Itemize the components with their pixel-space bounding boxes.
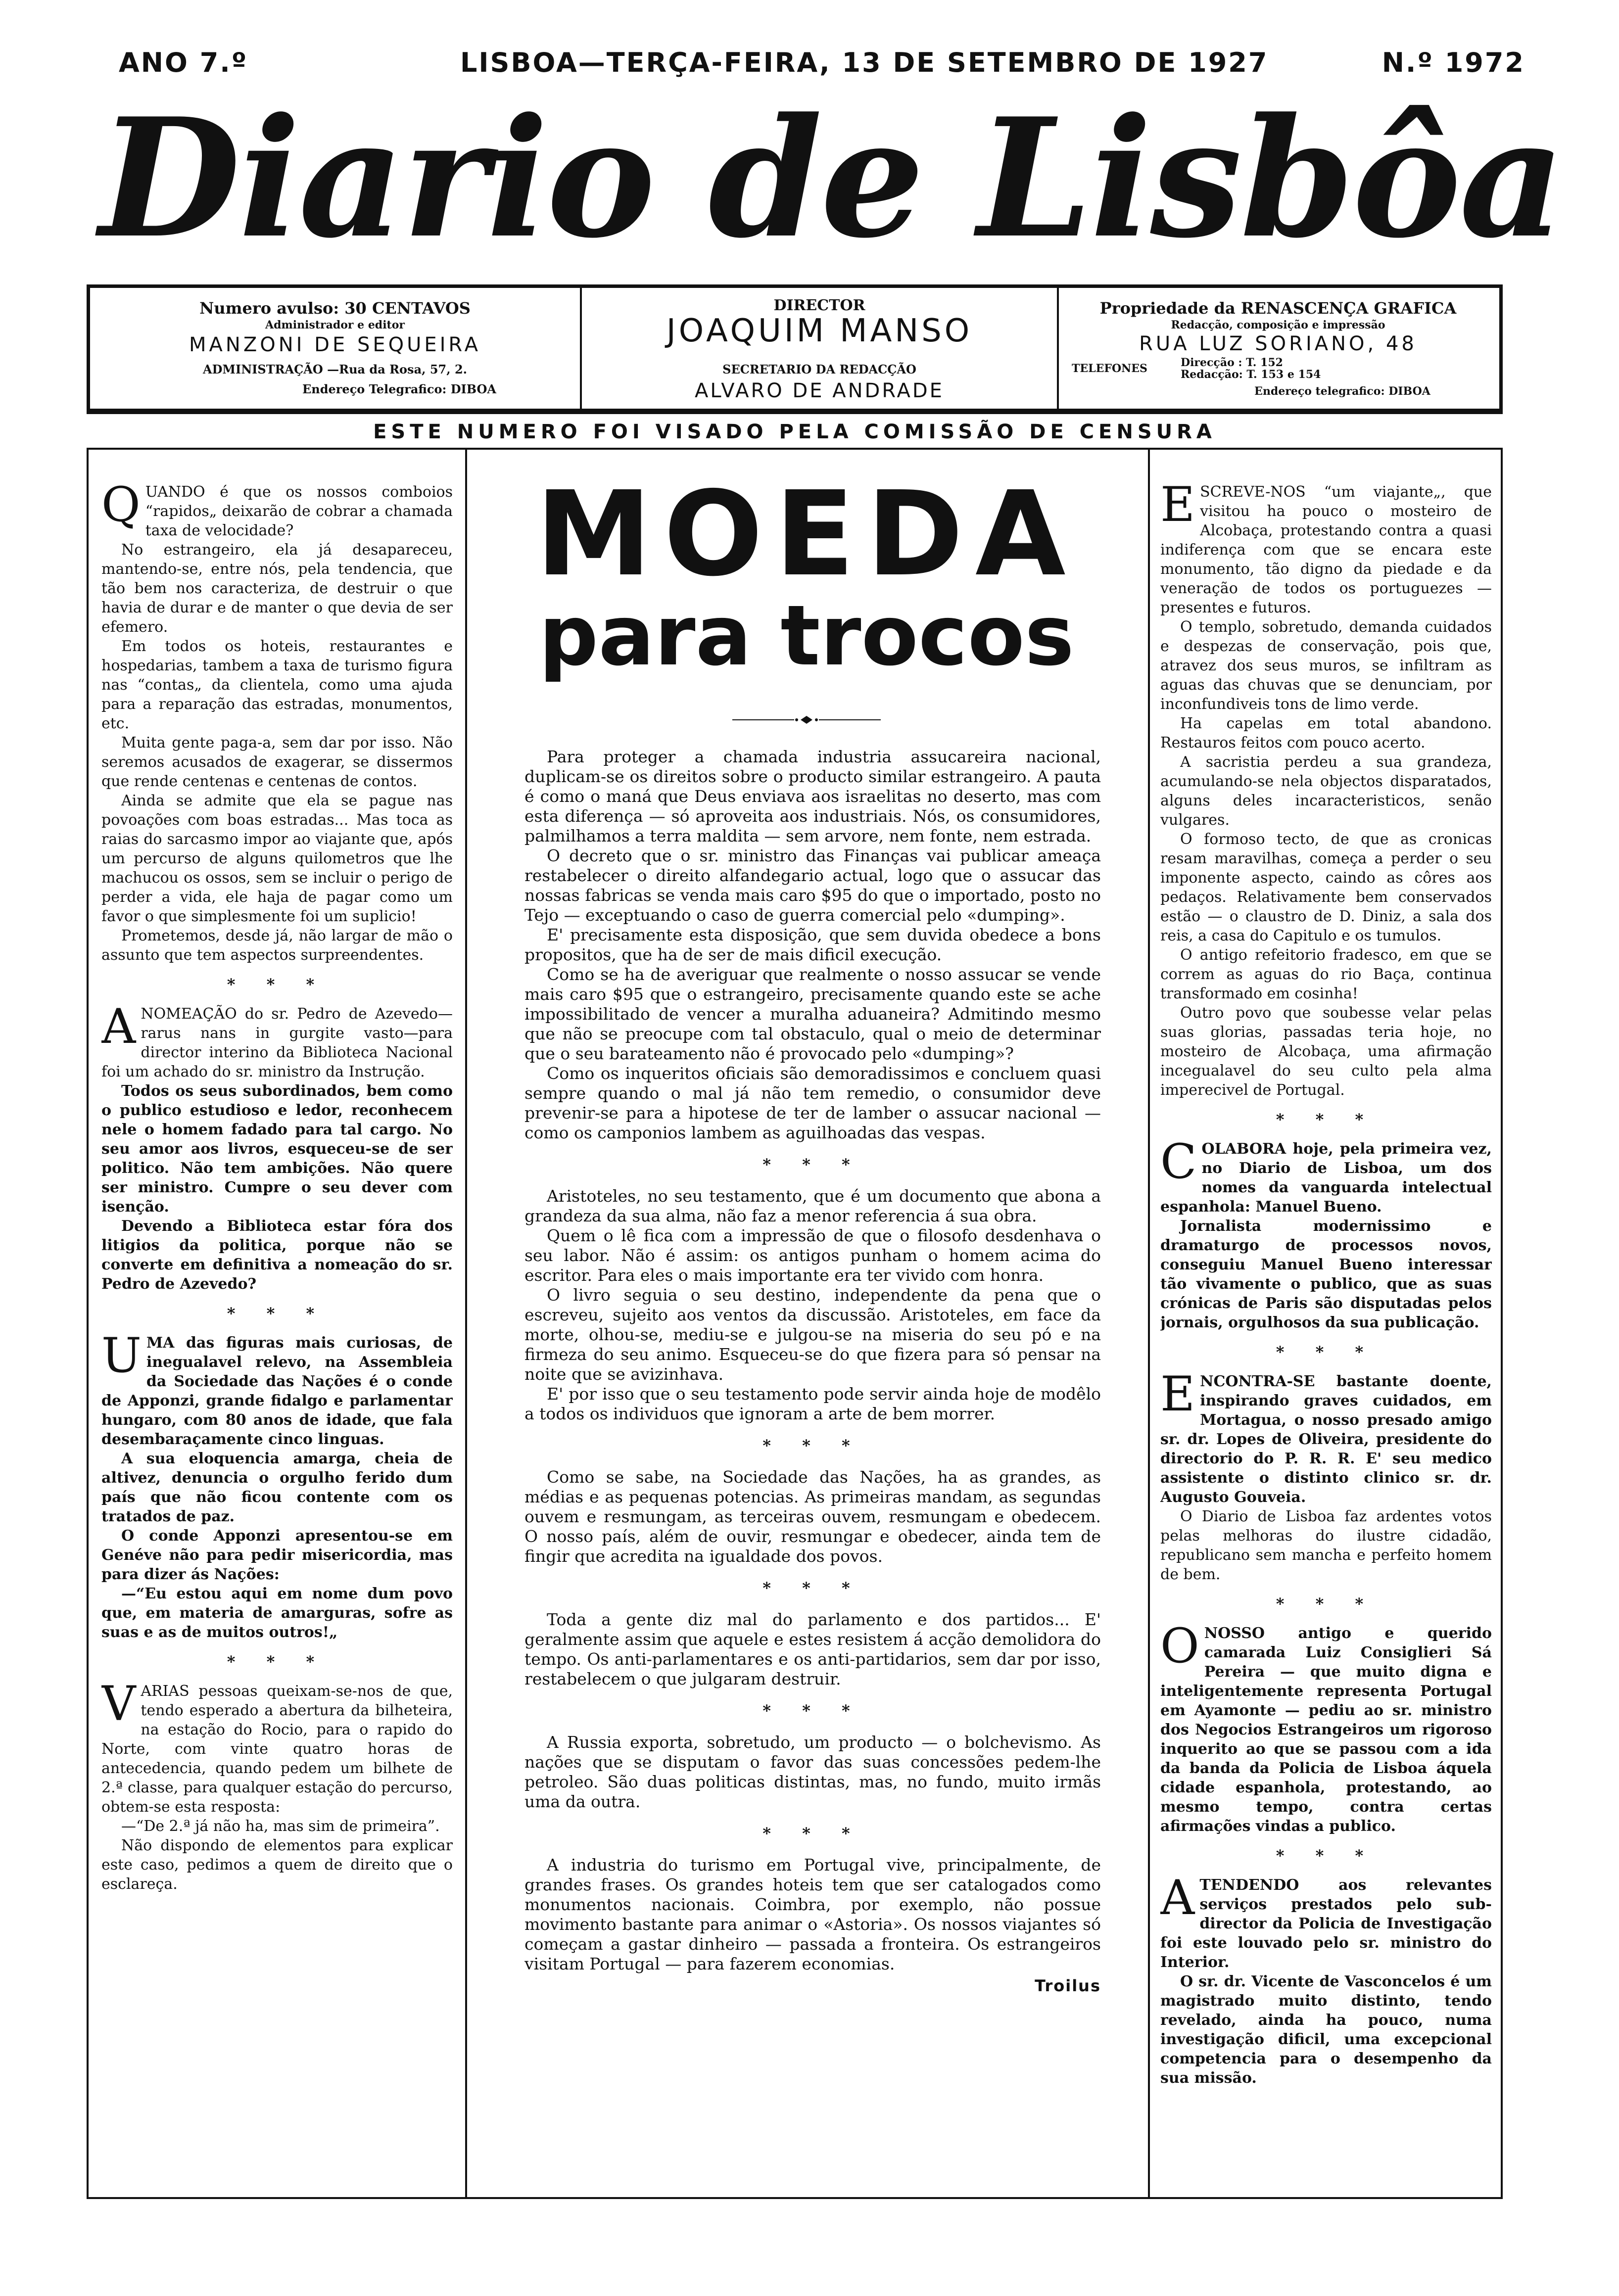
section-separator: * * * bbox=[762, 1155, 863, 1174]
paragraph: A industria do turismo em Portugal vive, principalmente, de grandes frases. Os grandes hoteis tem que ser catalogados como monumentos nacionais. Coimbra, por exemplo, não possue movimento bastante para animar o «Astoria». Os nossos viajantes só começam a gastar dinheiro — passada a fronteira. Os estrangeiros visitam Portugal — para fazerem economias. bbox=[524, 1855, 1101, 1973]
left-item-2-para: ANOMEAÇÃO do sr. Pedro de Azevedo—rarus nans in gurgite vasto—para director interino da Biblioteca Nacional foi um achado do sr. ministro da Instrução. bbox=[101, 999, 453, 1080]
left-item-1-para: QUANDO é que os nossos comboios “rapidos„ deixarão de cobrar a chamada taxa de velocidade? bbox=[101, 482, 453, 539]
paragraph: O decreto que o sr. ministro das Finanças vai publicar ameaça restabelecer o direito alfandegario actual, logo que o assucar das nossas fabricas se venda mais caro $95 do que o importado, posto no Tejo — exceptuando o caso de guerra comercial pelo «dumping». bbox=[524, 846, 1101, 925]
drop-cap: C bbox=[1160, 1134, 1197, 1189]
paragraph: Quem o lê fica com a impressão de que o filosofo desdenhava o seu labor. Não é assim: os antigos punham o homem acima do escritor. Para eles o mais importante era ter vivido com honra. bbox=[524, 1226, 1101, 1285]
paragraph: O conde Apponzi apresentou-se em Genéve não para pedir misericordia, mas para dizer ás Nações: bbox=[101, 1527, 453, 1583]
section-separator: * * * bbox=[1276, 1594, 1377, 1613]
admin-name: MANZONI DE SEQUEIRA bbox=[189, 333, 481, 356]
director-label: DIRECTOR bbox=[773, 297, 865, 314]
paragraph: Como se ha de averiguar que realmente o nosso assucar se vende mais caro $95 que o estrangeiro, precisamente quando este se ache impossibilitado de vencer a muralha aduaneira? Admitindo mesmo que não se preocupe com tal obstaculo, qual o meio de determinar que o seu barateamento não é provocado pelo «dumping»? bbox=[524, 965, 1101, 1063]
admin-label: Administrador e editor bbox=[265, 319, 405, 331]
paragraph: E' por isso que o seu testamento pode servir ainda hoje de modêlo a todos os individuos que ignoram a arte de bem morrer. bbox=[524, 1384, 1101, 1423]
article-headline: MOEDA bbox=[535, 466, 1078, 602]
phone-direction: Direcção : T. 152 bbox=[1181, 356, 1283, 369]
right-item-3-para: ENCONTRA-SE bastante doente, inspirando graves cuidados, em Mortagua, o nosso presado amigo sr. dr. Lopes de Oliveira, presidente do directorio do P. R. R. E' seu medico assistente o distinto clinico sr. dr. Augusto Gouveia. bbox=[1160, 1366, 1492, 1506]
paragraph: Outro povo que soubesse velar pelas suas glorias, passadas teria hoje, no mosteiro de Alcobaça, uma afirmação incegualavel do seu culto pela alma imperecivel de Portugal. bbox=[1160, 1004, 1492, 1099]
column-divider-right bbox=[1148, 448, 1150, 2199]
phones-label: TELEFONES bbox=[1072, 362, 1147, 375]
paragraph: E' precisamente esta disposição, que sem duvida obedece a bons propositos, que ha de ser de mais dificil execução. bbox=[524, 925, 1101, 964]
paragraph: Não dispondo de elementos para explicar este caso, pedimos a quem de direito que o esclareça. bbox=[101, 1837, 453, 1893]
drop-cap: U bbox=[101, 1328, 142, 1383]
right-item-4-para: ONOSSO antigo e querido camarada Luiz Consiglieri Sá Pereira — que muito digna e inteligentemente representa Portugal em Ayamonte — pediu ao sr. ministro dos Negocios Estrangeiros um rigoroso inquerito ao que se passou com a ida da banda da Policia de Lisboa áquela cidade espanhola, protestando, ao mesmo tempo, contra certas afirmações vindas a publico. bbox=[1160, 1618, 1492, 1835]
section-separator: * * * bbox=[1276, 1110, 1377, 1129]
secretary-name: ALVARO DE ANDRADE bbox=[695, 379, 944, 402]
paragraph: Como se sabe, na Sociedade das Nações, ha as grandes, as médias e as pequenas potencias. As primeiras mandam, as segundas ouvem e resmungam, as terceiras ouvem, resmungam e obedecem. O nosso país, além de ouvir, resmungar e obedecer, ainda tem de fingir que acredita na igualdade dos povos. bbox=[524, 1467, 1101, 1566]
column-divider-left bbox=[465, 448, 467, 2199]
drop-cap: O bbox=[1160, 1618, 1199, 1674]
telegraph-address-right: Endereço telegrafico: DIBOA bbox=[1254, 385, 1430, 398]
admin-address: ADMINISTRAÇÃO —Rua da Rosa, 57, 2. bbox=[202, 362, 467, 376]
info-center bbox=[580, 288, 1059, 409]
paragraph: Muita gente paga-a, sem dar por isso. Não seremos acusados de exagerar, se dissermos que rende centenas e centenas de contos. bbox=[101, 734, 453, 790]
drop-cap: E bbox=[1160, 482, 1195, 532]
section-separator: * * * bbox=[762, 1824, 863, 1843]
section-separator: * * * bbox=[227, 1652, 328, 1671]
right-item-5-para: ATENDENDO aos relevantes serviços prestados pelo sub-director da Policia de Investigação foi este louvado pelo sr. ministro do Interior. bbox=[1160, 1870, 1492, 1971]
section-separator: * * * bbox=[1276, 1343, 1377, 1361]
section-separator: * * * bbox=[762, 1579, 863, 1597]
left-item-4-para: VARIAS pessoas queixam-se-nos de que, tendo esperado a abertura da bilheteira, na estação do Rocio, para o rapido do Norte, com vinte quatro horas de antecedencia, quando pedem um bilhete de 2.ª classe, para qualquer estação do percurso, obtem-se esta resposta: bbox=[101, 1676, 453, 1816]
masthead-title: Diario de Lisbôa bbox=[99, 82, 1564, 274]
composition-line: Redacção, composição e impressão bbox=[1171, 319, 1385, 331]
paragraph: A Russia exporta, sobretudo, um producto — o bolchevismo. As nações que se disputam o favor das suas concessões pedem-lhe petroleo. São duas politicas distintas, mas, no fundo, muito irmãs uma da outra. bbox=[524, 1733, 1101, 1811]
issue-number: N.º 1972 bbox=[1381, 47, 1525, 78]
director-name: JOAQUIM MANSO bbox=[666, 313, 973, 349]
paragraph: O antigo refeitorio fradesco, em que se correm as aguas do rio Baça, continua transformado em cosinha! bbox=[1160, 946, 1492, 1002]
property-line: Propriedade da RENASCENÇA GRAFICA bbox=[1099, 299, 1457, 318]
phone-redaction: Redacção: T. 153 e 154 bbox=[1181, 368, 1321, 381]
section-separator: * * * bbox=[762, 1436, 863, 1455]
drop-cap: Q bbox=[101, 482, 141, 532]
paragraph: O livro seguia o seu destino, independente da pena que o escreveu, sujeito aos ventos da discussão. Aristoteles, em face da morte, olhou-se, mediu-se e julgou-se na miseria do seu pó e na firmeza do seu animo. Esqueceu-se do que fizera para só pensar na noite que se avizinhava. bbox=[524, 1285, 1101, 1384]
paragraph: Em todos os hoteis, restaurantes e hospedarias, tambem a taxa de turismo figura nas “contas„ da clientela, como uma ajuda para a reparação das estradas, monumentos, etc. bbox=[101, 638, 453, 732]
paragraph: O sr. dr. Vicente de Vasconcelos é um magistrado muito distinto, tendo revelado, ainda ha pouco, numa investigação dificil, uma excepcional competencia para o desempenho da sua missão. bbox=[1160, 1973, 1492, 2087]
info-box bbox=[87, 284, 1503, 414]
paragraph: Devendo a Biblioteca estar fóra dos litigios da politica, porque não se converte em definitiva a nomeação do sr. Pedro de Azevedo? bbox=[101, 1218, 453, 1293]
paragraph: O templo, sobretudo, demanda cuidados e despezas de conservação, pois que, atravez dos seus muros, se infiltram as aguas das chuvas que se denunciam, por inconfundiveis tons de limo verde. bbox=[1160, 618, 1492, 713]
drop-cap: A bbox=[101, 999, 136, 1054]
issue-date: LISBOA—TERÇA-FEIRA, 13 DE SETEMBRO DE 1927 bbox=[460, 47, 1269, 78]
drop-cap: E bbox=[1160, 1366, 1195, 1422]
price-line: Numero avulso: 30 CENTAVOS bbox=[199, 299, 471, 318]
info-left bbox=[90, 288, 580, 409]
secretary-label: SECRETARIO DA REDACÇÃO bbox=[722, 362, 916, 376]
center-column bbox=[524, 747, 1101, 2182]
volume-year: ANO 7.º bbox=[119, 47, 248, 78]
paragraph: Como os inqueritos oficiais são demoradissimos e concluem quasi sempre quando o mal já não tem remedio, o consumidor deve prevenir-se para a hipotese de ter de lamber o assucar nacional — como os camponios lambem as aguilhoadas das vespas. bbox=[524, 1064, 1101, 1142]
paragraph: A sacristia perdeu a sua grandeza, acumulando-se nela objectos disparatados, alguns deles incaracteristicos, senão vulgares. bbox=[1160, 753, 1492, 829]
paragraph: Aristoteles, no seu testamento, que é um documento que abona a grandeza da sua alma, não faz a menor referencia á sua obra. bbox=[524, 1186, 1101, 1225]
info-right bbox=[1057, 288, 1499, 409]
right-column bbox=[1160, 482, 1492, 2174]
paragraph: —“Eu estou aqui em nome dum povo que, em materia de amarguras, sofre as suas e as de muitos outros!„ bbox=[101, 1585, 453, 1641]
right-item-1-para: ESCREVE-NOS “um viajante„, que visitou ha pouco o mosteiro de Alcobaça, protestando contra a quasi indiferença com que se encara este monumento, tão digno da piedade e da veneração de todos os portuguezes — presentes e futuros. bbox=[1160, 482, 1492, 616]
paragraph: No estrangeiro, ela já desapareceu, mantendo-se, entre nós, pela tendencia, que tão bem nos caracteriza, de destruir o que havia de durar e de manter o que devia de ser efemero. bbox=[101, 541, 453, 636]
section-separator: * * * bbox=[1276, 1846, 1377, 1865]
paragraph: Jornalista modernissimo e dramaturgo de processos novos, conseguiu Manuel Bueno interessar tão vivamente o publico, que as suas crónicas de Paris são disputadas pelos jornais, orgulhosos da sua publicação. bbox=[1160, 1218, 1492, 1331]
section-separator: * * * bbox=[762, 1701, 863, 1720]
right-item-2-para: COLABORA hoje, pela primeira vez, no Diario de Lisboa, um dos nomes da vanguarda intelectual espanhola: Manuel Bueno. bbox=[1160, 1134, 1492, 1216]
section-separator: * * * bbox=[227, 975, 328, 994]
paragraph: A sua eloquencia amarga, cheia de altivez, denuncia o orgulho ferido dum país que não ficou contente com os tratados de paz. bbox=[101, 1450, 453, 1525]
paragraph: —“De 2.ª já não ha, mas sim de primeira”. bbox=[121, 1818, 440, 1835]
paragraph: Toda a gente diz mal do parlamento e dos partidos... E' geralmente assim que aquele e estes resistem á acção demolidora do tempo. Os anti-parlamentares e os anti-partidarios, sem dar por isso, restabelecem o que julgaram destruir. bbox=[524, 1610, 1101, 1688]
drop-cap: A bbox=[1160, 1870, 1195, 1925]
paragraph: Ainda se admite que ela se pague nas povoações com boas estradas... Mas toca as raias do sarcasmo impor ao viajante que, após um percurso de alguns quilometros que lhe machucou os ossos, sem se incluir o perigo de perder a vida, ele haja de pagar como um favor o que simplesmente foi um suplicio! bbox=[101, 792, 453, 925]
section-separator: * * * bbox=[227, 1304, 328, 1323]
paragraph: O Diario de Lisboa faz ardentes votos pelas melhoras do ilustre cidadão, republicano sem mancha e perfeito homem de bem. bbox=[1160, 1508, 1492, 1583]
paragraph: Prometemos, desde já, não largar de mão o assunto que tem aspectos surpreendentes. bbox=[101, 927, 453, 964]
street-address: RUA LUZ SORIANO, 48 bbox=[1139, 332, 1417, 355]
ornament-divider-icon bbox=[732, 715, 881, 725]
paragraph: Ha capelas em total abandono. Restauros feitos com pouco acerto. bbox=[1160, 715, 1492, 751]
author-signature: Troilus bbox=[1035, 1976, 1101, 1995]
article-subheadline: para trocos bbox=[539, 587, 1074, 684]
paragraph: Para proteger a chamada industria assucareira nacional, duplicam-se os direitos sobre o producto similar estrangeiro. A pauta é como o maná que Deus enviava aos israelitas no deserto, mas com esta diferença — só aproveita aos industriais. Nós, os consumidores, palmilhamos a terra maldita — sem arvore, nem fonte, nem estrada. bbox=[524, 747, 1101, 845]
left-item-3-para: UMA das figuras mais curiosas, de inegualavel relevo, na Assembleia da Sociedade das Nações é o conde de Apponzi, grande fidalgo e parlamentar hungaro, com 80 anos de idade, que fala desembaraçamente cinco linguas. bbox=[101, 1328, 453, 1448]
left-column bbox=[101, 482, 453, 2174]
paragraph: Todos os seus subordinados, bem como o publico estudioso e ledor, reconhecem nele o homem fadado para tal cargo. No seu amor aos livros, esqueceu-se de ser politico. Não tem ambições. Não quere ser ministro. Cumpre o seu dever com isenção. bbox=[101, 1082, 453, 1216]
telegraph-address: Endereço Telegrafico: DIBOA bbox=[302, 382, 496, 396]
drop-cap: V bbox=[101, 1676, 136, 1732]
paragraph: O formoso tecto, de que as cronicas resam maravilhas, começa a perder o seu imponente aspecto, caindo as côres aos pedaços. Relativamente bem conservados estão — o claustro de D. Diniz, a sala dos reis, a casa do Capitulo e os tumulos. bbox=[1160, 831, 1492, 944]
censorship-notice: ESTE NUMERO FOI VISADO PELA COMISSÃO DE CENSURA bbox=[373, 421, 1216, 443]
